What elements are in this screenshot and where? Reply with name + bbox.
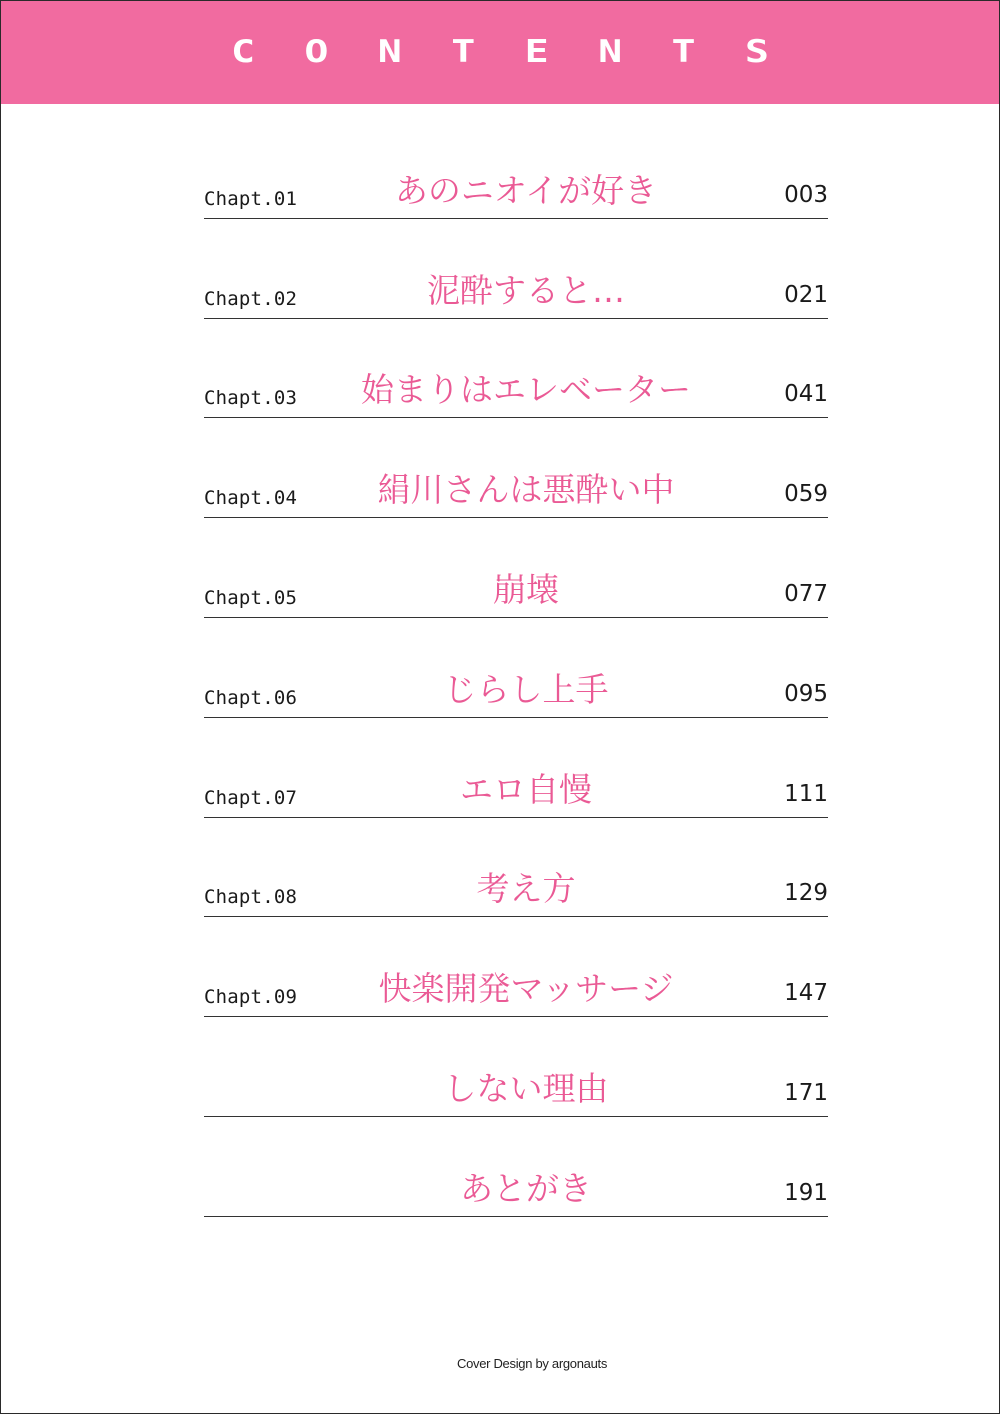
table-of-contents xyxy=(204,148,828,1246)
chapter-title: 始まりはエレベーター xyxy=(361,370,691,410)
divider-line xyxy=(204,916,828,917)
chapter-number: Chapt.04 xyxy=(204,487,298,510)
toc-entry[interactable] xyxy=(204,747,828,847)
page-number: 171 xyxy=(784,1079,828,1106)
chapter-title: あとがき xyxy=(460,1168,592,1208)
page-number: 003 xyxy=(784,181,828,208)
heading-letter: T xyxy=(451,34,476,70)
heading-letter: N xyxy=(598,34,623,70)
chapter-title: 絹川さんは悪酔い中 xyxy=(377,470,675,510)
page-number: 041 xyxy=(784,381,828,408)
divider-line xyxy=(204,617,828,618)
chapter-title: あのニオイが好き xyxy=(394,170,658,210)
toc-entry[interactable] xyxy=(204,647,828,747)
toc-entry[interactable] xyxy=(204,946,828,1046)
divider-line xyxy=(204,1116,828,1117)
chapter-number: Chapt.03 xyxy=(204,387,298,410)
contents-heading xyxy=(0,0,1000,104)
divider-line xyxy=(204,1216,828,1217)
page-number: 191 xyxy=(784,1179,828,1206)
chapter-title: じらし上手 xyxy=(443,669,609,709)
toc-entry[interactable] xyxy=(204,248,828,348)
divider-line xyxy=(204,218,828,219)
toc-entry[interactable] xyxy=(204,348,828,448)
toc-entry[interactable] xyxy=(204,1146,828,1246)
toc-entry[interactable] xyxy=(204,447,828,547)
divider-line xyxy=(204,1016,828,1017)
divider-line xyxy=(204,417,828,418)
divider-line xyxy=(204,517,828,518)
page-number: 129 xyxy=(784,880,828,907)
chapter-number: Chapt.05 xyxy=(204,586,298,609)
chapter-number: Chapt.07 xyxy=(204,786,298,809)
chapter-title: しない理由 xyxy=(443,1068,609,1108)
chapter-number: Chapt.02 xyxy=(204,287,298,310)
page-number: 021 xyxy=(784,281,828,308)
cover-design-credit: Cover Design by argonauts xyxy=(456,1356,608,1371)
toc-entry[interactable] xyxy=(204,547,828,647)
heading-letter: S xyxy=(744,34,769,70)
toc-entry[interactable] xyxy=(204,1046,828,1146)
heading-letter: O xyxy=(304,34,329,70)
header-banner xyxy=(0,0,1000,104)
chapter-number: Chapt.01 xyxy=(204,187,298,210)
divider-line xyxy=(204,318,828,319)
page-number: 147 xyxy=(784,980,828,1007)
page-number: 095 xyxy=(784,680,828,707)
divider-line xyxy=(204,817,828,818)
divider-line xyxy=(204,717,828,718)
chapter-number: Chapt.06 xyxy=(204,686,298,709)
toc-entry[interactable] xyxy=(204,148,828,248)
heading-letter: E xyxy=(524,34,549,70)
chapter-title: エロ自慢 xyxy=(460,769,592,809)
page-number: 059 xyxy=(784,481,828,508)
heading-letter: T xyxy=(671,34,696,70)
chapter-title: 快楽開発マッサージ xyxy=(378,969,674,1009)
chapter-number: Chapt.08 xyxy=(204,886,298,909)
heading-letter: N xyxy=(377,34,402,70)
chapter-number: Chapt.09 xyxy=(204,986,298,1009)
chapter-title: 泥酔すると… xyxy=(427,270,625,310)
chapter-title: 考え方 xyxy=(476,869,576,909)
page-number: 077 xyxy=(784,580,828,607)
heading-letter: C xyxy=(230,34,256,70)
page-number: 111 xyxy=(784,780,828,807)
chapter-title: 崩壊 xyxy=(493,569,559,609)
toc-entry[interactable] xyxy=(204,847,828,947)
